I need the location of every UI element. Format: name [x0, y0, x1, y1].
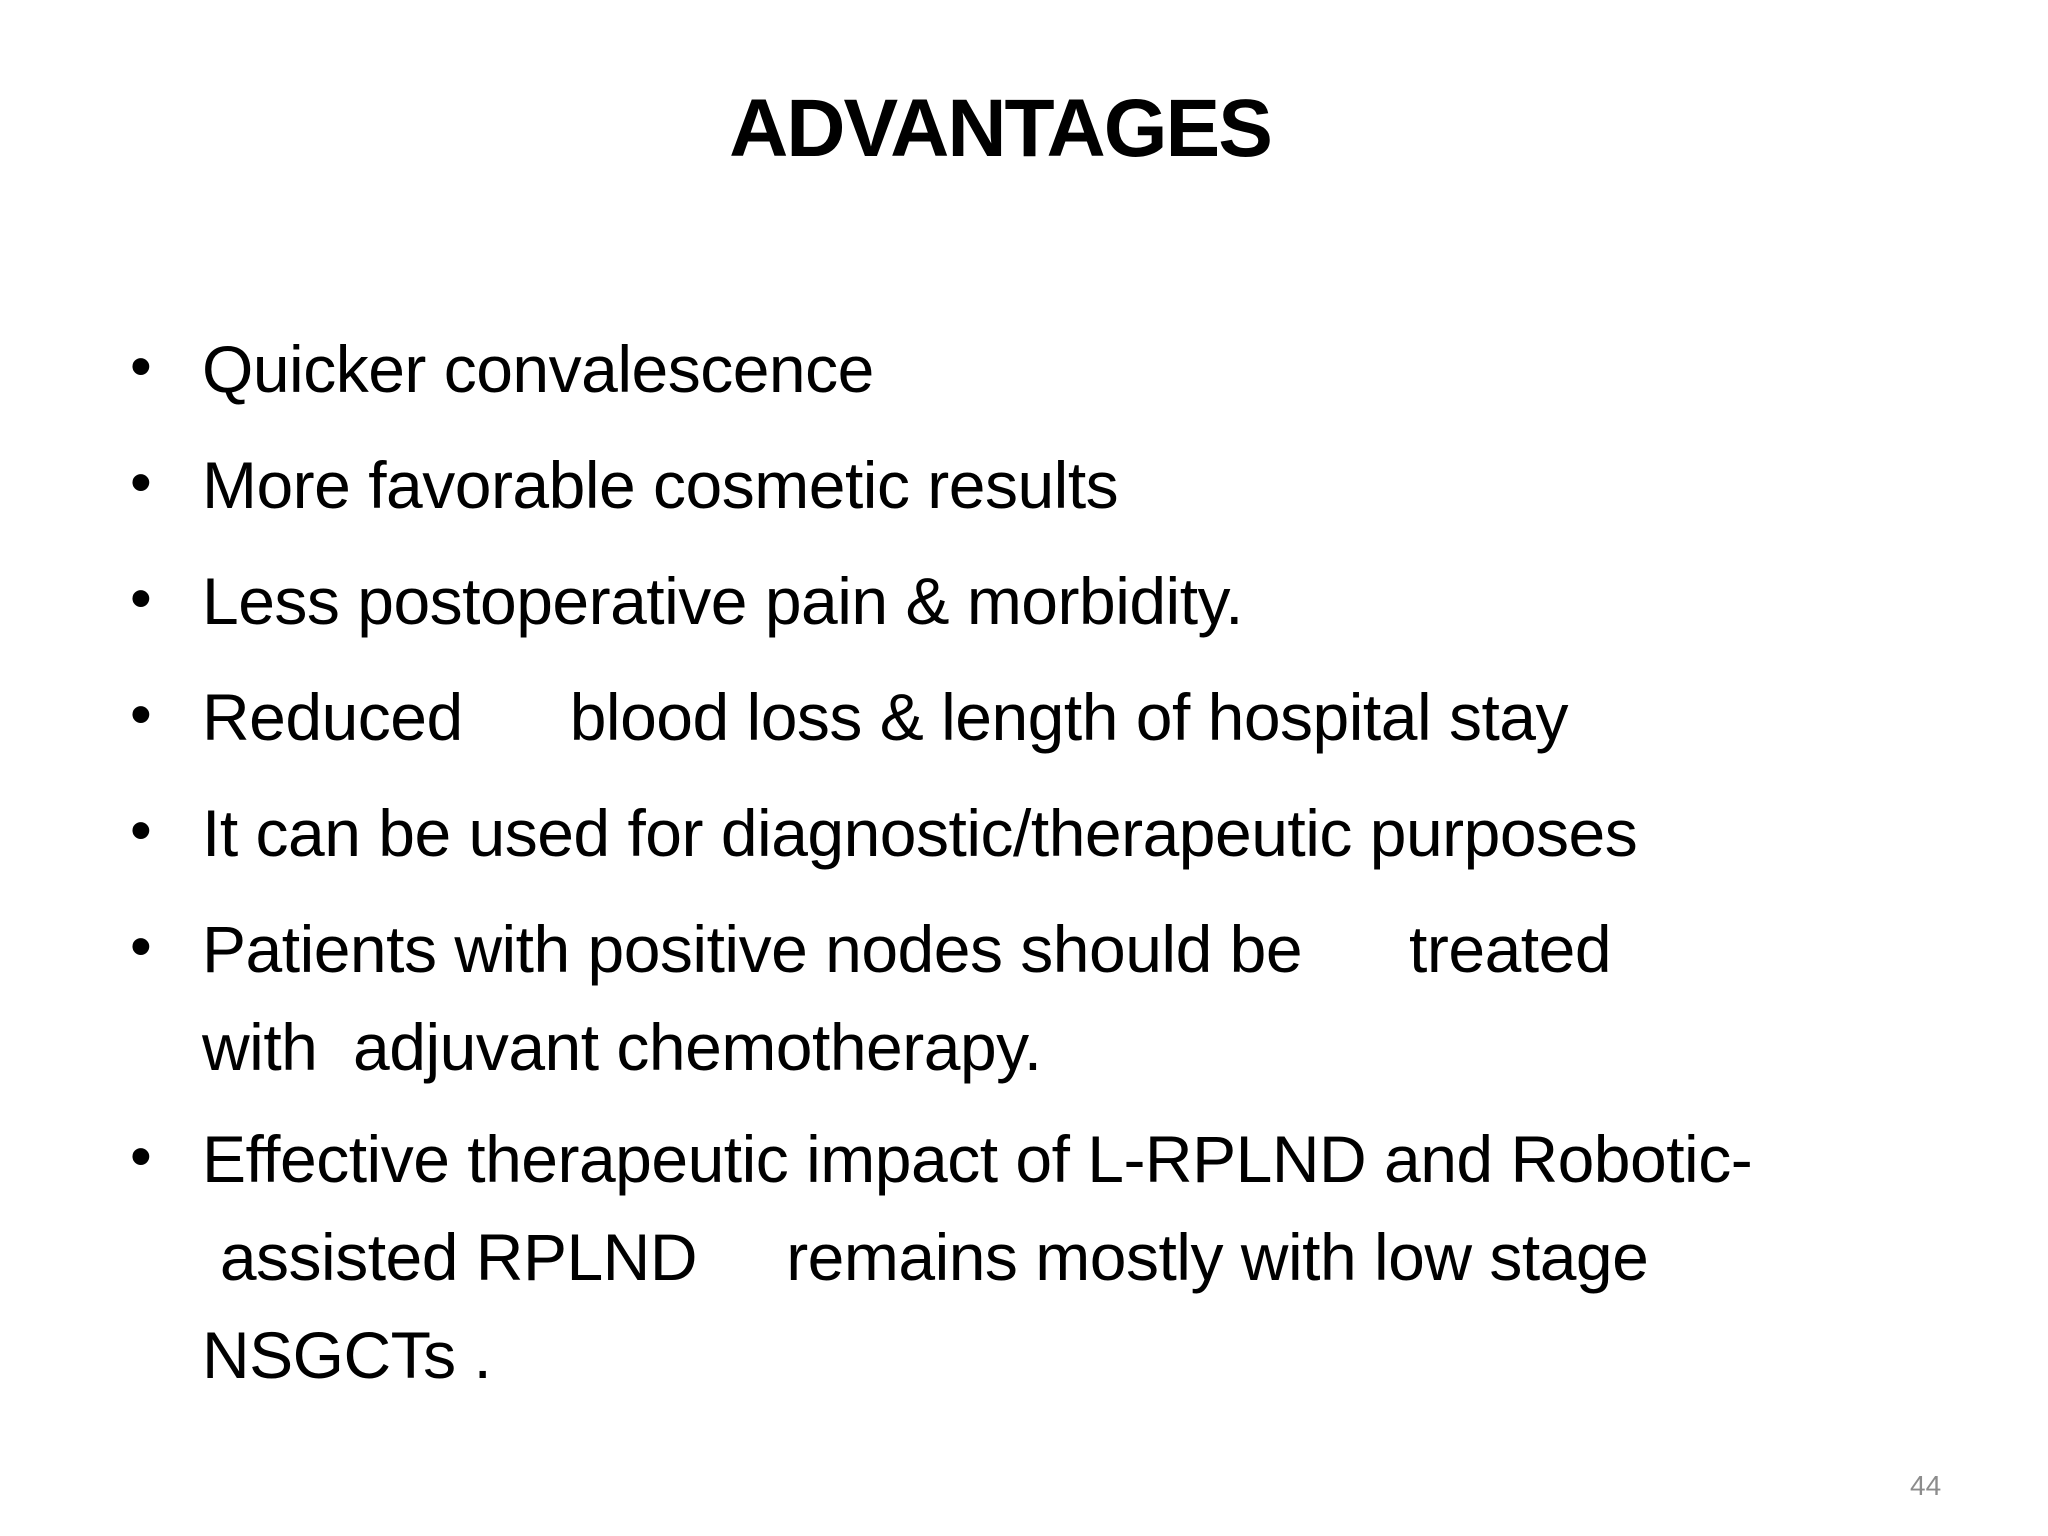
bullet-text-line: Less postoperative pain & morbidity.: [202, 564, 1243, 638]
bullet-text-line: Quicker convalescence: [202, 332, 874, 406]
bullet-icon: •: [130, 332, 152, 401]
bullet-icon: •: [130, 564, 152, 633]
bullet-icon: •: [130, 448, 152, 517]
bullet-icon: •: [130, 680, 152, 749]
bullet-text-line: Reduced blood loss & length of hospital stay: [202, 680, 1569, 754]
bullet-text-line: More favorable cosmetic results: [202, 448, 1119, 522]
bullet-text-line: It can be used for diagnostic/therapeutic purposes: [202, 796, 1638, 870]
bullet-text-line: NSGCTs .: [202, 1318, 492, 1392]
bullet-text-line: assisted RPLND remains mostly with low stage: [202, 1220, 1649, 1294]
bullet-icon: •: [130, 912, 152, 981]
bullet-text-line: with adjuvant chemotherapy.: [202, 1010, 1042, 1084]
bullet-icon: •: [130, 1122, 152, 1191]
bullet-icon: •: [130, 796, 152, 865]
slide-title: ADVANTAGES: [729, 83, 1271, 174]
bullet-text-line: Patients with positive nodes should be treated: [202, 912, 1612, 986]
bullet-text-line: Effective therapeutic impact of L-RPLND and Robotic-: [202, 1122, 1753, 1196]
page-number: 44: [1910, 1470, 1942, 1501]
